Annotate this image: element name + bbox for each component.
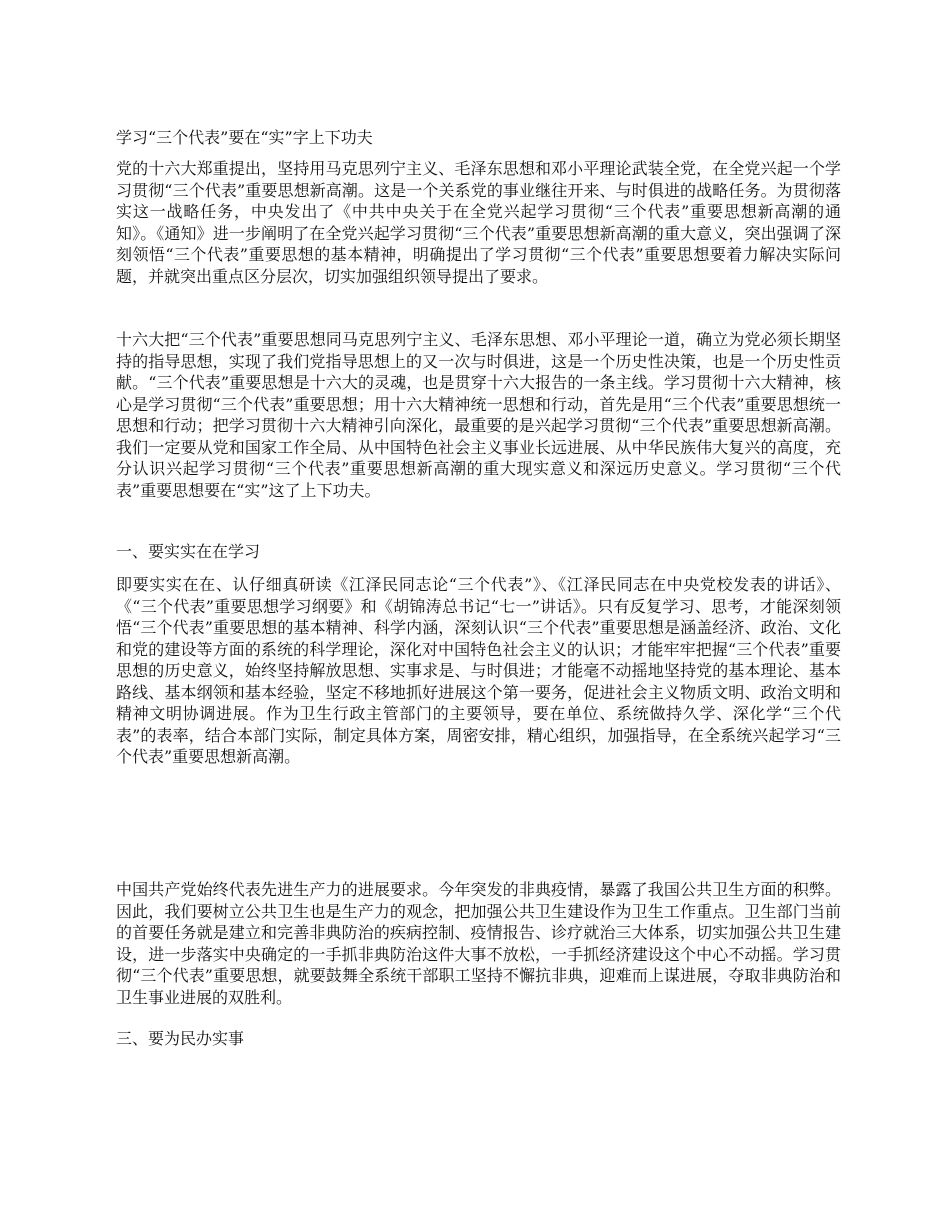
paragraph-3: 即要实实在在、认仔细真研读《江泽民同志论“三个代表”》、《江泽民同志在中央党校发表的讲话》、《“三个代表”重要思想学习纲要》和《胡锦涛总书记“七一”讲话》。只有反复学习、思考，才能深刻领悟“三个代表”重要思想的基本精神、科学内涵，深刻认识“三个代表”重要思想是涵盖经济、政治、文化和党的建设等方面的系统的科学理论，深化对中国特色社会主义的认识；才能牢牢把握“三个代表”重要思想的历史意义，始终坚持解放思想、实事求是、与时俱进；才能毫不动摇地坚持党的基本理论、基本路线、基本纲领和基本经验，坚定不移地抓好进展这个第一要务，促进社会主义物质文明、政治文明和精神文明协调进展。作为卫生行政主管部门的主要领导，要在单位、系统做持久学、深化学“三个代表”的表率，结合本部门实际，制定具体方案，周密安排，精心组织，加强指导，在全系统兴起学习“三个代表”重要思想新高潮。 [116,575,841,766]
section-heading-1: 一、要实实在在学习 [116,542,261,561]
section-heading-3: 三、要为民办实事 [116,1029,245,1048]
paragraph-4: 中国共产党始终代表先进生产力的进展要求。今年突发的非典疫情，暴露了我国公共卫生方面的积弊。因此，我们要树立公共卫生也是生产力的观念，把加强公共卫生建设作为卫生工作重点。卫生部门当前的首要任务就是建立和完善非典防治的疾病控制、疫情报告、诊疗就治三大体系，切实加强公共卫生建设，进一步落实中央确定的一手抓非典防治这件大事不放松，一手抓经济建设这个中心不动摇。学习贯彻“三个代表”重要思想，就要鼓舞全系统干部职工坚持不懈抗非典，迎难而上谋进展，夺取非典防治和卫生事业进展的双胜利。 [116,880,841,1007]
paragraph-1: 党的十六大郑重提出，坚持用马克思列宁主义、毛泽东思想和邓小平理论武装全党，在全党兴起一个学习贯彻“三个代表”重要思想新高潮。这是一个关系党的事业继往开来、与时俱进的战略任务。为贯彻落实这一战略任务，中央发出了《中共中央关于在全党兴起学习贯彻“三个代表”重要思想新高潮的通知》。《通知》进一步阐明了在全党兴起学习贯彻“三个代表”重要思想新高潮的重大意义，突出强调了深刻领悟“三个代表”重要思想的基本精神，明确提出了学习贯彻“三个代表”重要思想要着力解决实际问题，并就突出重点区分层次，切实加强组织领导提出了要求。 [116,159,841,286]
paragraph-2: 十六大把“三个代表”重要思想同马克思列宁主义、毛泽东思想、邓小平理论一道，确立为党必须长期坚持的指导思想，实现了我们党指导思想上的又一次与时俱进，这是一个历史性决策，也是一个历史性贡献。“三个代表”重要思想是十六大的灵魂，也是贯穿十六大报告的一条主线。学习贯彻十六大精神，核心是学习贯彻“三个代表”重要思想；用十六大精神统一思想和行动，首先是用“三个代表”重要思想统一思想和行动；把学习贯彻十六大精神引向深化，最重要的是兴起学习贯彻“三个代表”重要思想新高潮。我们一定要从党和国家工作全局、从中国特色社会主义事业长远进展、从中华民族伟大复兴的高度，充分认识兴起学习贯彻“三个代表”重要思想新高潮的重大现实意义和深远历史意义。学习贯彻“三个代表”重要思想要在“实”这了上下功夫。 [116,330,841,500]
document-title: 学习“三个代表”要在“实”字上下功夫 [116,128,373,147]
